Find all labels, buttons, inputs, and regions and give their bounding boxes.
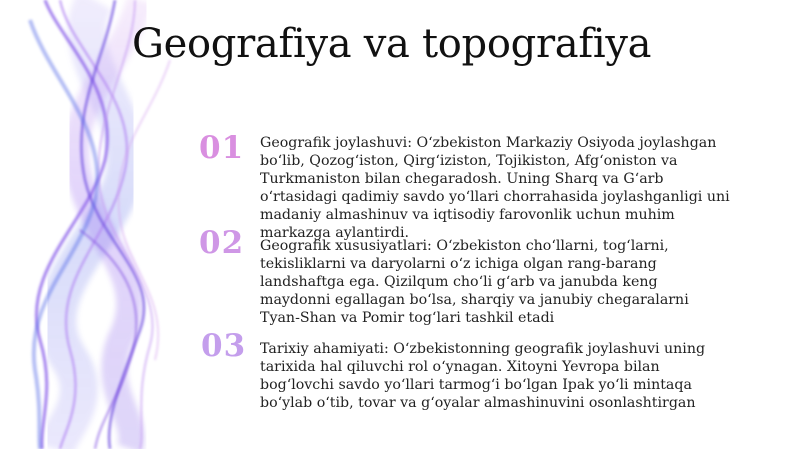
item-number-02: 02 — [199, 225, 245, 261]
item-text-01: Geografik joylashuvi: O‘zbekiston Markaziy Osiyoda joylashgan bo‘lib, Qozog‘iston, Qirg‘iziston, Tojikiston, Afg‘oniston va Turkmaniston bilan chegaradosh. Uning Sharq va G‘arb o‘rtasidagi qadimiy savdo yo‘llari chorrahasida joylashganligi uni madaniy almashinuv va iqtisodiy farovonlik uchun muhim markazga aylantirdi. — [260, 135, 730, 241]
item-text-02: Geografik xususiyatlari: O‘zbekiston cho‘llarni, tog‘larni, tekisliklarni va daryolarni o‘z ichiga olgan rang-barang landshaftga ega. Qizilqum cho‘li g‘arb va janubda keng maydonni egallagan bo‘lsa, sharqiy va janubiy chegaralarni Tyan-Shan va Pomir tog‘lari tashkil etadi — [260, 238, 689, 326]
item-number-03: 03 — [201, 328, 247, 364]
slide-title: Geografiya va topografiya — [132, 21, 652, 67]
item-text-03: Tarixiy ahamiyati: O‘zbekistonning geografik joylashuvi uning tarixida hal qiluvchi rol o‘ynagan. Xitoyni Yevropa bilan bog‘lovchi savdo yo‘llari tarmog‘i bo‘lgan Ipak yo‘li mintaqa bo‘ylab o‘tib, tovar va g‘oyalar almashinuvini osonlashtirgan — [260, 341, 706, 411]
item-number-01: 01 — [199, 130, 245, 166]
